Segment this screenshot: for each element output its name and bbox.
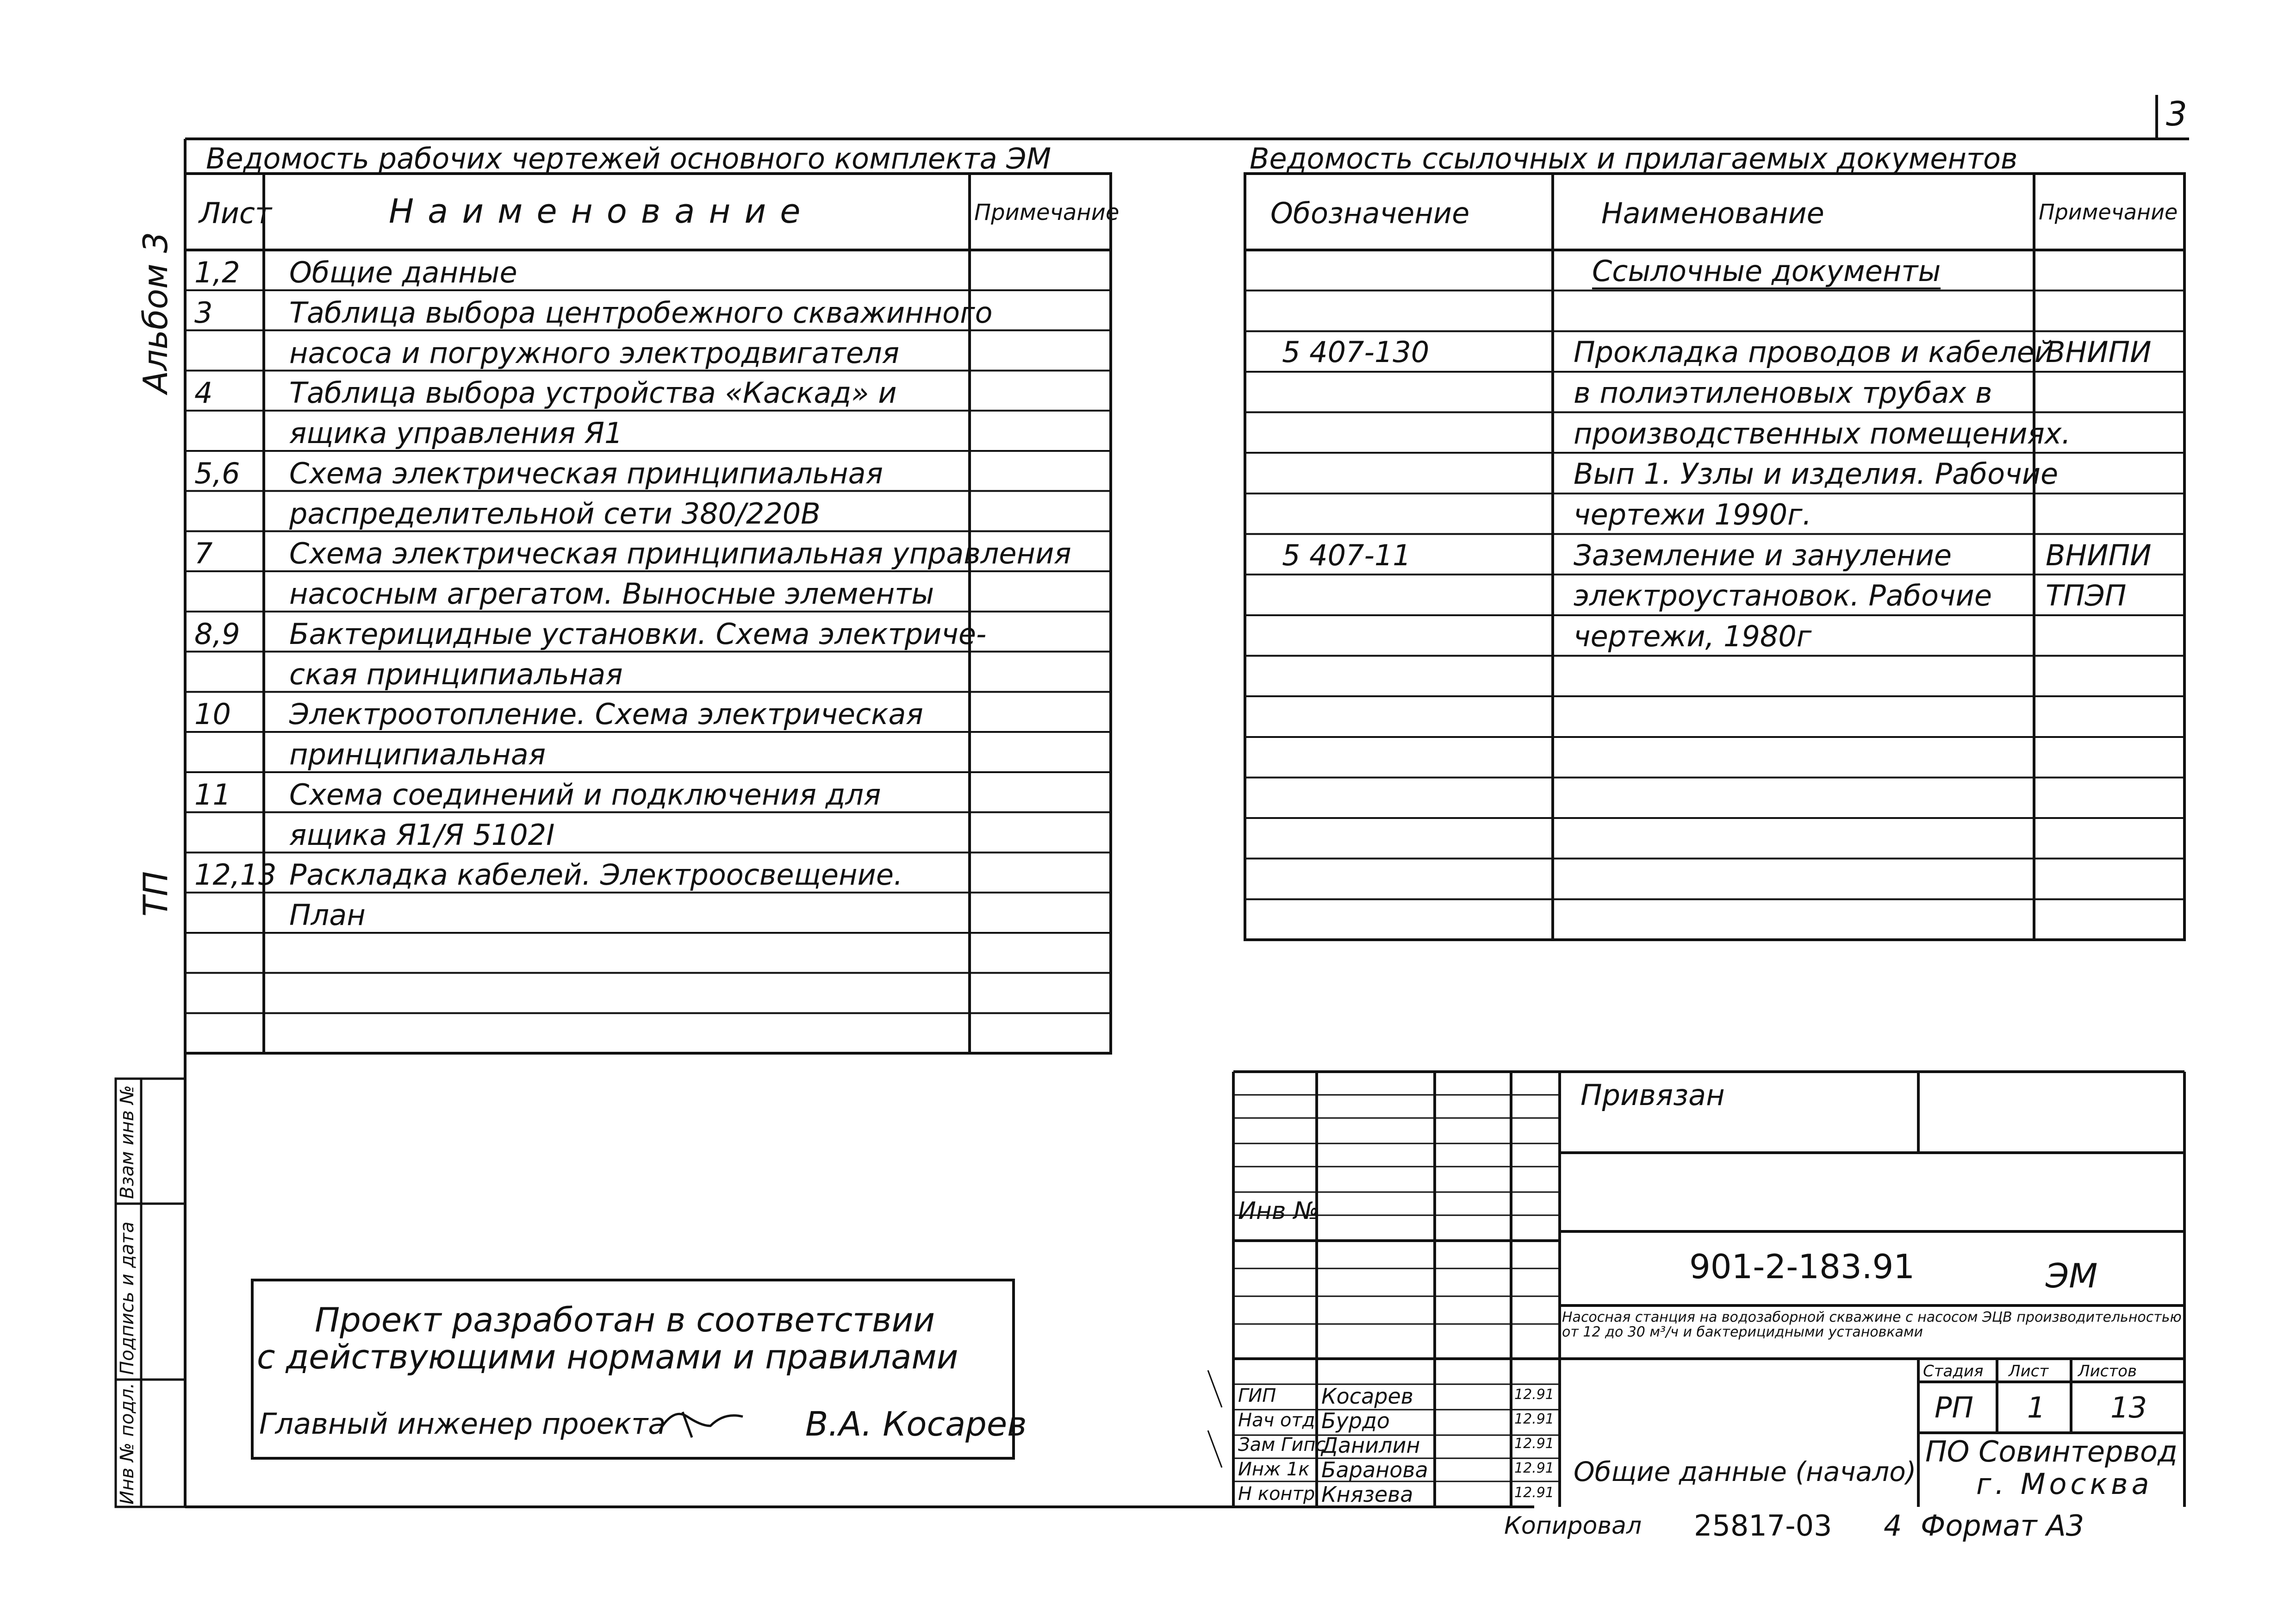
left-row-name: ящика Я1/Я 5102I: [289, 818, 555, 852]
document-mark: ЭМ: [2046, 1256, 2098, 1295]
signer-date: 12.91: [1514, 1436, 1554, 1452]
left-row-name: ящика управления Я1: [289, 416, 623, 450]
stamp-podpis-data: Подпись и дата: [117, 1221, 138, 1375]
left-row-sheet: 12,13: [194, 858, 277, 892]
signer-name: Косарев: [1321, 1384, 1413, 1409]
left-header-sheet: Лист: [199, 196, 272, 230]
chief-engineer-name: В.А. Косарев: [805, 1405, 1027, 1443]
signer-role: Зам Гипс: [1238, 1434, 1326, 1455]
chief-engineer-signature: [655, 1398, 757, 1444]
privyazan-label: Привязан: [1580, 1078, 1725, 1112]
left-header-note: Примечание: [974, 200, 1120, 225]
left-row-name: насоса и погружного электродвигателя: [289, 336, 900, 370]
right-row-name: электроустановок. Рабочие: [1574, 579, 1992, 613]
left-row-sheet: 3: [194, 295, 213, 330]
signer-role: ГИП: [1238, 1385, 1276, 1406]
right-row-name: Вып 1. Узлы и изделия. Рабочие: [1574, 457, 2059, 491]
signer-date: 12.91: [1514, 1460, 1554, 1476]
chief-engineer-label: Главный инженер проекта: [259, 1407, 666, 1441]
left-row-name: принципиальная: [289, 737, 546, 771]
right-header-designation: Обозначение: [1270, 196, 1470, 230]
signer-role: Инж 1к: [1238, 1459, 1310, 1480]
format-label: Формат А3: [1921, 1509, 2084, 1543]
tp-label: ТП: [136, 871, 175, 917]
left-row-name: распределительной сети 380/220В: [289, 496, 821, 531]
stage-label: Стадия: [1923, 1362, 1984, 1380]
signer-date: 12.91: [1514, 1387, 1554, 1403]
right-row-name: в полиэтиленовых трубах в: [1574, 375, 1992, 410]
right-row-note: ВНИПИ: [2046, 538, 2152, 572]
inv-label: Инв №: [1238, 1197, 1319, 1225]
stamp-vzam-inv: Взам инв №: [117, 1085, 138, 1199]
left-row-name: Общие данные: [289, 256, 517, 289]
left-row-sheet: 8,9: [194, 617, 240, 651]
left-row-name: Раскладка кабелей. Электроосвещение.: [289, 858, 903, 892]
sheet-label: Лист: [2009, 1362, 2049, 1380]
left-row-name: Таблица выбора центробежного скважинного: [289, 295, 993, 330]
left-row-sheet: 11: [194, 777, 231, 812]
right-row-name: Заземление и зануление: [1574, 538, 1952, 572]
left-row-sheet: 1,2: [194, 256, 240, 289]
stage-value: РП: [1935, 1391, 1974, 1424]
right-row-name: Ссылочные документы: [1592, 257, 1941, 289]
right-header-name: Наименование: [1601, 196, 1824, 230]
norms-line-1: Проект разработан в соответствии: [315, 1300, 935, 1339]
right-row-name: Прокладка проводов и кабелей: [1574, 335, 2053, 369]
org-line-2: г. Москва: [1976, 1467, 2153, 1501]
signer-name: Баранова: [1321, 1457, 1428, 1482]
copy-number: 25817-03: [1694, 1509, 1832, 1543]
left-row-name: ская принципиальная: [289, 657, 623, 691]
right-table-caption: Ведомость ссылочных и прилагаемых документов: [1250, 142, 2018, 175]
project-title: Насосная станция на водозаборной скважине с насосом ЭЦВ производительностью от 12 до 30 м³/ч и бактерицидными установками: [1562, 1309, 2182, 1340]
signer-role: Нач отд: [1238, 1410, 1315, 1431]
signer-role: Н контр: [1238, 1483, 1315, 1505]
right-header-note: Примечание: [2039, 200, 2178, 225]
sheet-value: 1: [2027, 1391, 2046, 1424]
left-row-name: Бактерицидные установки. Схема электриче-: [289, 617, 987, 651]
left-table-caption: Ведомость рабочих чертежей основного комплекта ЭМ: [206, 142, 1052, 175]
album-label: Альбом 3: [136, 231, 175, 394]
left-row-name: Электроотопление. Схема электрическая: [289, 697, 923, 731]
org-line-1: ПО Совинтервод: [1925, 1435, 2178, 1468]
left-row-sheet: 4: [194, 376, 213, 410]
left-row-name: Схема электрическая принципиальная управления: [289, 537, 1071, 571]
footer-sheet-no: 4: [1884, 1509, 1902, 1543]
signer-name: Данилин: [1321, 1433, 1420, 1458]
left-row-sheet: 10: [194, 697, 231, 731]
left-row-name: Схема электрическая принципиальная: [289, 456, 883, 490]
right-row-designation: 5 407-11: [1282, 538, 1411, 572]
left-header-name: Наименование: [389, 192, 815, 231]
signer-name: Бурдо: [1321, 1408, 1390, 1433]
left-row-sheet: 7: [194, 537, 213, 571]
sheet-title: Общие данные (начало): [1574, 1456, 1916, 1487]
right-row-name: производственных помещениях.: [1574, 416, 2071, 450]
norms-line-2: с действующими нормами и правилами: [257, 1337, 958, 1376]
page-number: 3: [2166, 94, 2187, 133]
sheets-value: 13: [2110, 1391, 2147, 1424]
left-row-name: Таблица выбора устройства «Каскад» и: [289, 376, 897, 410]
stamp-inv-podl: Инв № подл.: [117, 1382, 138, 1505]
left-row-name: Схема соединений и подключения для: [289, 777, 881, 812]
right-row-note: ВНИПИ: [2046, 335, 2152, 369]
right-row-name: чертежи, 1980г: [1574, 619, 1812, 653]
right-row-note: ТПЭП: [2046, 579, 2127, 613]
copied-label: Копировал: [1504, 1512, 1642, 1540]
left-row-name: насосным агрегатом. Выносные элементы: [289, 577, 934, 611]
sheets-label: Листов: [2078, 1362, 2137, 1380]
signer-date: 12.91: [1514, 1485, 1554, 1501]
right-row-name: чертежи 1990г.: [1574, 497, 1812, 531]
right-row-designation: 5 407-130: [1282, 335, 1430, 369]
left-row-name: План: [289, 898, 366, 932]
left-row-sheet: 5,6: [194, 456, 240, 490]
signer-date: 12.91: [1514, 1411, 1554, 1427]
signer-name: Князева: [1321, 1482, 1413, 1507]
document-code: 901-2-183.91: [1689, 1247, 1915, 1286]
